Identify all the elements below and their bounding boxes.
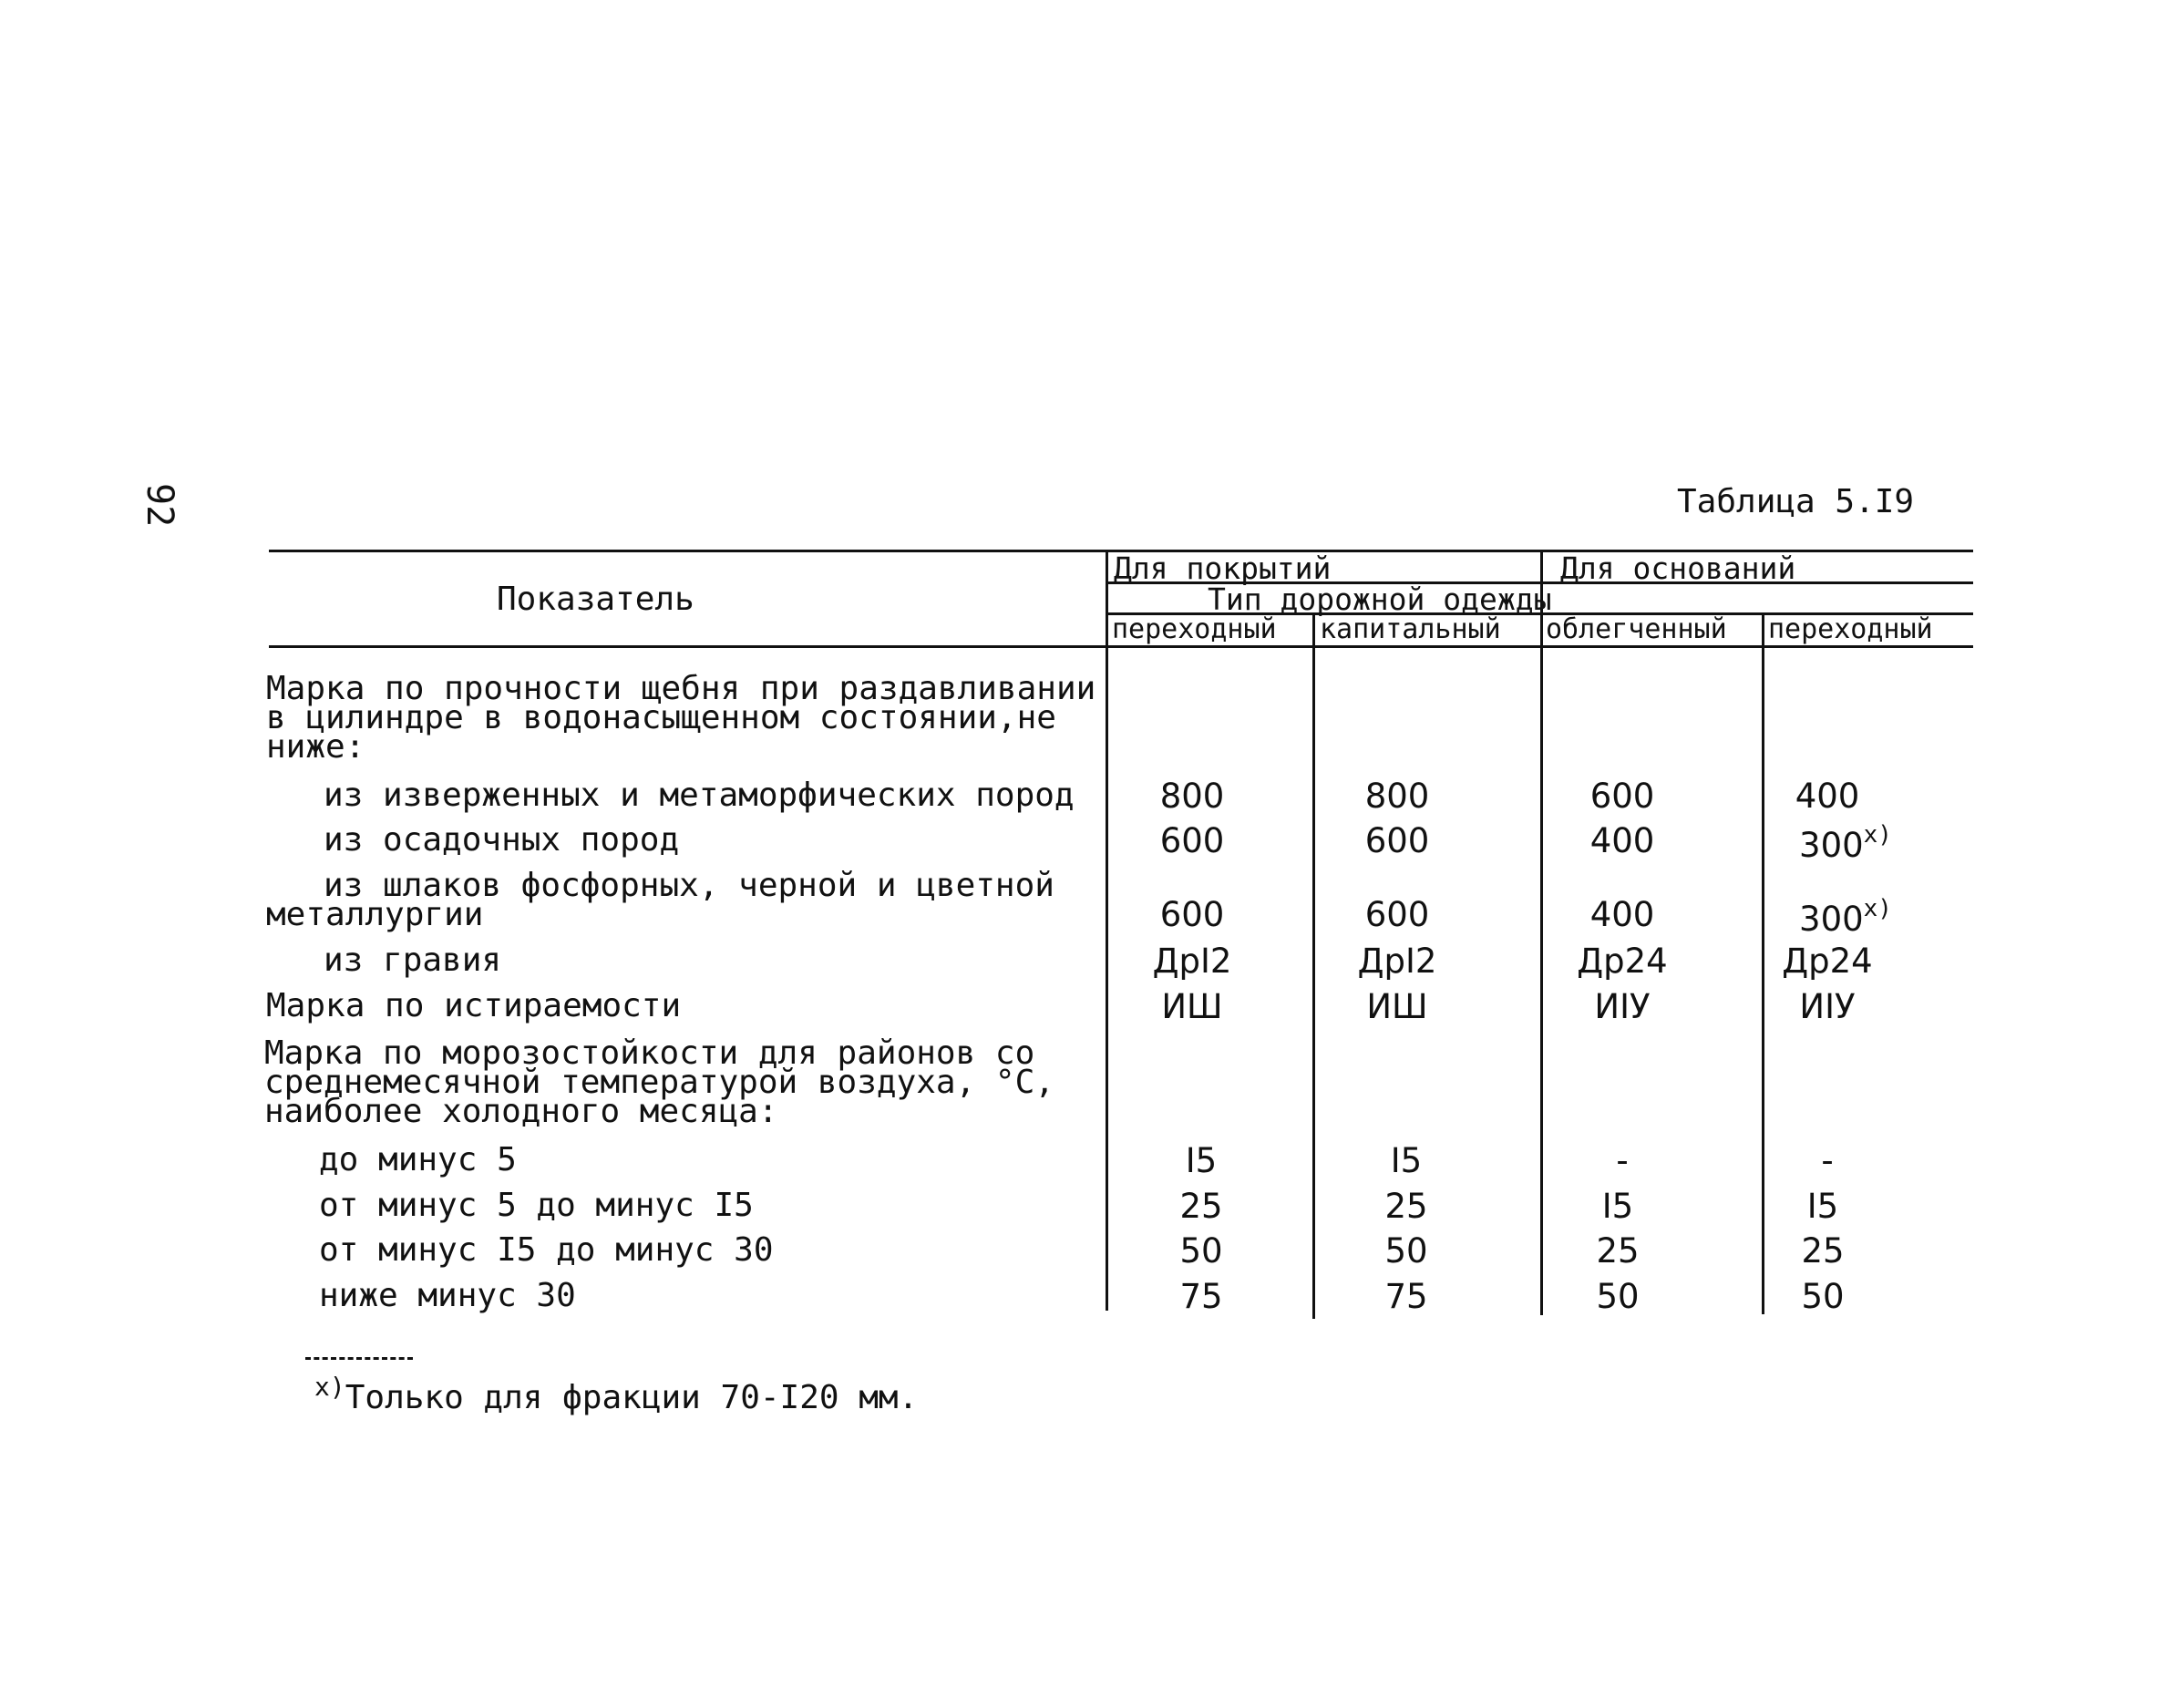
table-cell: 600 xyxy=(1159,895,1225,934)
table-cell: I5 xyxy=(1601,1187,1634,1226)
table-cell: 75 xyxy=(1384,1277,1428,1316)
table-cell: ДрI2 xyxy=(1357,941,1437,981)
row-label-to-minus-5: до минус 5 xyxy=(319,1141,517,1178)
table-cell: I5 xyxy=(1390,1141,1423,1180)
table-cell: ИIУ xyxy=(1799,987,1856,1026)
table-cell: 800 xyxy=(1159,777,1225,816)
table-cell: 600 xyxy=(1159,821,1225,860)
table-cell: I5 xyxy=(1185,1141,1218,1180)
row-label-frost: Марка по морозостойкости для районов со среднемесячной температурой воздуха, °С, наиболее холодного месяца: xyxy=(264,1034,1054,1130)
row-label-5-to-15: от минус 5 до минус I5 xyxy=(319,1187,754,1224)
row-label-below-30: ниже минус 30 xyxy=(319,1277,576,1314)
header-col-1: переходный xyxy=(1112,613,1277,645)
table-caption: Таблица 5.I9 xyxy=(1677,483,1915,520)
table-cell: 400 xyxy=(1795,777,1860,816)
table-cell: Др24 xyxy=(1577,941,1668,981)
table-cell: ИШ xyxy=(1161,987,1223,1026)
footnote-marker: x) xyxy=(1863,821,1892,849)
row-label-abrasion: Марка по истираемости xyxy=(266,987,682,1024)
row-label-strength: Марка по прочности щебня при раздавливании в цилиндре в водонасыщенном состоянии,не ниже: xyxy=(266,670,1096,766)
header-for-bases: Для оснований xyxy=(1560,550,1796,586)
table-cell: 400 xyxy=(1589,895,1655,934)
table-cell: ДрI2 xyxy=(1152,941,1232,981)
header-col-4: переходный xyxy=(1768,613,1933,645)
table-cell: 75 xyxy=(1179,1277,1223,1316)
table-cell: - xyxy=(1616,1141,1629,1180)
table-cell: 600 xyxy=(1364,821,1430,860)
page-number: 92 xyxy=(139,483,180,528)
table-cell: ИIУ xyxy=(1594,987,1651,1026)
table-cell: Др24 xyxy=(1782,941,1873,981)
table-cell: 50 xyxy=(1384,1231,1428,1271)
header-col-2: капитальный xyxy=(1320,613,1501,645)
table-cell: 400 xyxy=(1589,821,1655,860)
row-label-slag: из шлаков фосфорных, черной и цветной металлургии xyxy=(266,867,1054,933)
row-label-15-to-30: от минус I5 до минус 30 xyxy=(319,1231,774,1269)
table-cell: 600 xyxy=(1589,777,1655,816)
table-cell: ИШ xyxy=(1366,987,1428,1026)
header-indicator: Показатель xyxy=(497,581,694,618)
footnote-rule xyxy=(305,1357,413,1360)
header-pavement-type: Тип дорожной одежды xyxy=(1208,581,1552,617)
table-cell-with-note: 300$^{x)}$ xyxy=(1799,821,1892,865)
table-cell: 800 xyxy=(1364,777,1430,816)
table-cell: 600 xyxy=(1364,895,1430,934)
footnote-text: Только для фракции 70-I20 мм. xyxy=(345,1379,919,1416)
table-cell: 50 xyxy=(1801,1277,1845,1316)
footnote xyxy=(314,1372,918,1416)
footnote-marker: x) xyxy=(314,1372,345,1402)
table-cell: 50 xyxy=(1179,1231,1223,1271)
header-col-3: облегченный xyxy=(1546,613,1727,645)
row-label-sedimentary: из осадочных пород xyxy=(324,821,680,859)
column-divider-main xyxy=(1106,550,1108,1311)
table-cell: 25 xyxy=(1801,1231,1845,1271)
footnote-marker: x) xyxy=(1863,895,1892,922)
table-cell: 25 xyxy=(1179,1187,1223,1226)
table-cell: I5 xyxy=(1806,1187,1839,1226)
table-cell: 50 xyxy=(1596,1277,1640,1316)
table-cell: 25 xyxy=(1596,1231,1640,1271)
table-cell-with-note: 300$^{x)}$ xyxy=(1799,895,1892,939)
header-for-surfaces: Для покрытий xyxy=(1114,550,1332,586)
header-bottom-rule xyxy=(269,645,1973,648)
row-label-gravel: из гравия xyxy=(324,941,502,979)
table-cell: 25 xyxy=(1384,1187,1428,1226)
row-label-igneous: из изверженных и метаморфических пород xyxy=(324,777,1075,814)
table-cell: - xyxy=(1821,1141,1834,1180)
